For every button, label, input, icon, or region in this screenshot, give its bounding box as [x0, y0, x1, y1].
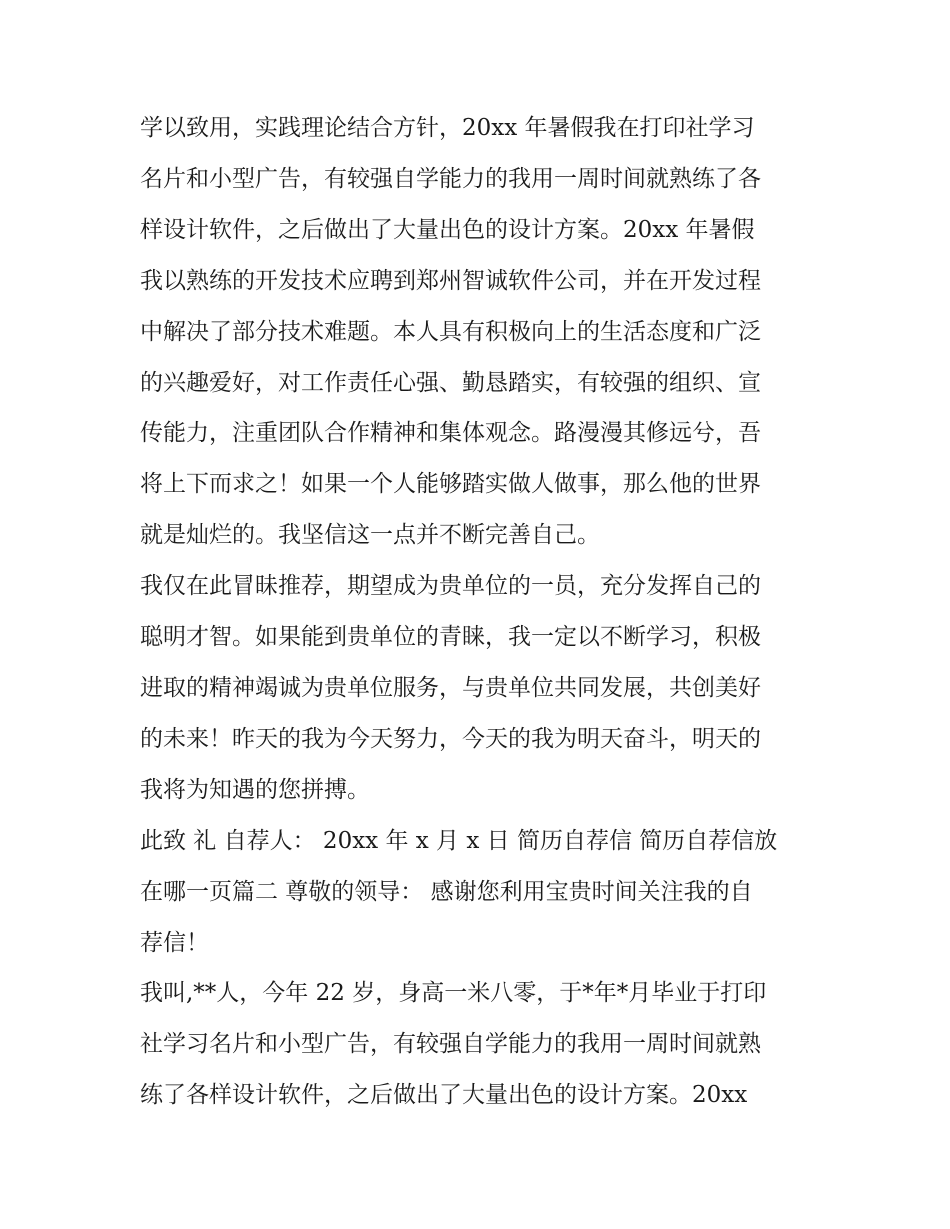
- text-line: 学以致用，实践理论结合方针，20xx 年暑假我在打印社学习: [140, 115, 755, 141]
- text-line: 传能力，注重团队合作精神和集体观念。路漫漫其修远兮，吾: [140, 420, 761, 447]
- text-line: 的兴趣爱好，对工作责任心强、勤恳踏实，有较强的组织、宣: [140, 369, 761, 396]
- text-line: 就是灿烂的。我坚信这一点并不断完善自己。: [140, 522, 600, 549]
- text-line: 此致 礼 自荐人： 20xx 年 x 月 x 日 简历自荐信 简历自荐信放: [140, 827, 778, 854]
- paragraph-4: [140, 968, 820, 1121]
- text-line: 在哪一页篇二 尊敬的领导： 感谢您利用宝贵时间关注我的自: [140, 878, 753, 905]
- paragraph-3: [140, 816, 820, 969]
- text-line: 社学习名片和小型广告，有较强自学能力的我用一周时间就熟: [140, 1031, 761, 1058]
- text-line: 我叫,**人，今年 22 岁，身高一米八零，于*年*月毕业于打印: [140, 980, 767, 1007]
- document-body: [140, 103, 820, 1121]
- text-line: 我将为知遇的您拼搏。: [140, 776, 370, 803]
- text-line: 名片和小型广告，有较强自学能力的我用一周时间就熟练了各: [140, 165, 761, 192]
- paragraph-2: [140, 561, 820, 816]
- text-line: 将上下而求之！如果一个人能够踏实做人做事，那么他的世界: [140, 471, 761, 498]
- text-line: 中解决了部分技术难题。本人具有积极向上的生活态度和广泛: [140, 318, 761, 345]
- paragraph-1: [140, 103, 820, 561]
- text-line: 荐信！: [140, 929, 209, 956]
- text-line: 进取的精神竭诚为贵单位服务，与贵单位共同发展，共创美好: [140, 674, 761, 701]
- text-line: 练了各样设计软件，之后做出了大量出色的设计方案。20xx: [140, 1082, 748, 1109]
- text-line: 的未来！昨天的我为今天努力，今天的我为明天奋斗，明天的: [140, 725, 761, 752]
- text-line: 聪明才智。如果能到贵单位的青睐，我一定以不断学习，积极: [140, 624, 761, 651]
- text-line: 我以熟练的开发技术应聘到郑州智诚软件公司，并在开发过程: [140, 267, 761, 294]
- text-line: 我仅在此冒昧推荐，期望成为贵单位的一员，充分发挥自己的: [140, 573, 761, 600]
- text-line: 样设计软件，之后做出了大量出色的设计方案。20xx 年暑假: [140, 216, 755, 243]
